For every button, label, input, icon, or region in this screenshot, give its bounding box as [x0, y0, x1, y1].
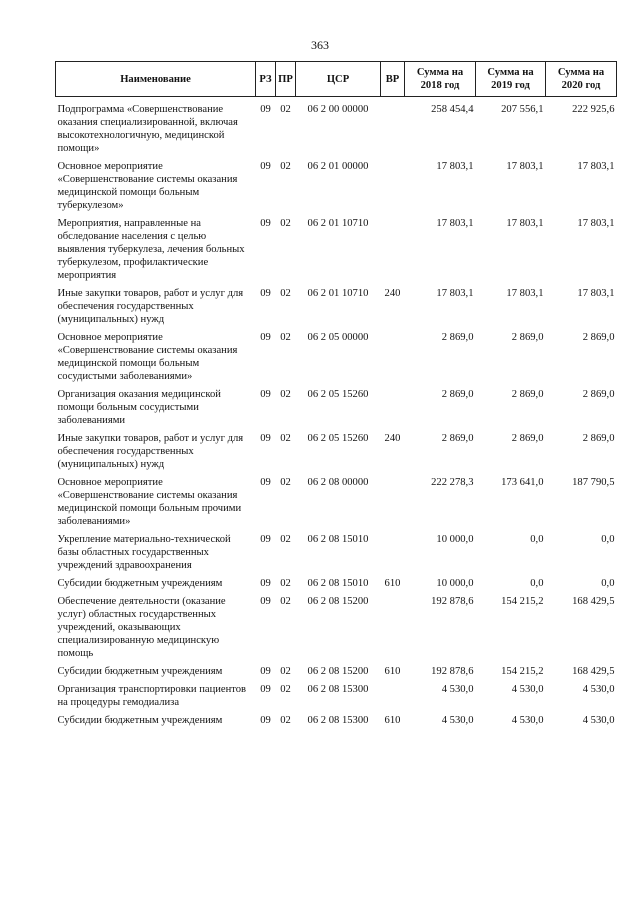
row-sum-2020: 168 429,5	[572, 666, 615, 677]
row-name: Субсидии бюджетным учреждениям	[57, 715, 223, 726]
row-sum-2018: 10 000,0	[436, 578, 474, 589]
row-vr	[381, 160, 405, 217]
table-row	[56, 665, 617, 683]
row-csr: 06 2 01 00000	[307, 161, 369, 172]
row-rz: 09	[260, 715, 271, 726]
table-row	[56, 577, 617, 595]
budget-table	[55, 61, 617, 732]
row-sum-2019: 154 215,2	[501, 666, 544, 677]
row-name: Иные закупки товаров, работ и услуг для обеспечения государственных (муниципальных) нужд	[57, 288, 244, 325]
table-row	[56, 160, 617, 217]
row-pr: 02	[280, 534, 291, 545]
row-name: Субсидии бюджетным учреждениям	[57, 666, 223, 677]
row-sum-2019: 154 215,2	[501, 596, 544, 607]
row-name: Организация оказания медицинской помощи больным сосудистыми заболеваниями	[57, 389, 221, 426]
row-sum-2018: 17 803,1	[436, 161, 474, 172]
row-rz: 09	[260, 534, 271, 545]
row-sum-2018: 10 000,0	[436, 534, 474, 545]
row-sum-2018: 4 530,0	[441, 684, 474, 695]
row-sum-2020: 2 869,0	[582, 433, 615, 444]
row-sum-2018: 2 869,0	[441, 389, 474, 400]
row-sum-2020: 4 530,0	[582, 715, 615, 726]
row-rz: 09	[260, 161, 271, 172]
row-sum-2019: 17 803,1	[506, 288, 544, 299]
row-sum-2019: 17 803,1	[506, 218, 544, 229]
row-sum-2020: 17 803,1	[577, 218, 615, 229]
row-csr: 06 2 00 00000	[307, 104, 369, 115]
row-pr: 02	[280, 161, 291, 172]
header-sum-2020: Сумма на 2020 год	[546, 62, 617, 97]
row-rz: 09	[260, 389, 271, 400]
row-sum-2019: 0,0	[530, 578, 544, 589]
row-csr: 06 2 01 10710	[307, 288, 369, 299]
row-name: Организация транспортировки пациентов на процедуры гемодиализа	[57, 684, 247, 708]
table-row	[56, 287, 617, 331]
row-sum-2019: 2 869,0	[511, 389, 544, 400]
page-number: 363	[311, 38, 329, 52]
row-rz: 09	[260, 433, 271, 444]
row-name: Мероприятия, направленные на обследование населения с целью выявления туберкулеза, лечения больных туберкулезом, профилактические мероприятия	[57, 218, 245, 281]
row-vr	[381, 595, 405, 665]
row-sum-2018: 2 869,0	[441, 332, 474, 343]
table-row	[56, 683, 617, 714]
row-vr	[381, 331, 405, 388]
row-vr	[381, 97, 405, 161]
header-vr: ВР	[381, 62, 405, 97]
row-name: Укрепление материально-технической базы областных государственных учреждений здравоохранения	[57, 534, 231, 571]
header-pr: ПР	[276, 62, 296, 97]
row-sum-2019: 4 530,0	[511, 684, 544, 695]
table-row	[56, 388, 617, 432]
table-row	[56, 595, 617, 665]
row-vr: 610	[384, 715, 401, 726]
row-vr	[381, 533, 405, 577]
row-sum-2018: 4 530,0	[441, 715, 474, 726]
row-rz: 09	[260, 684, 271, 695]
row-sum-2018: 17 803,1	[436, 218, 474, 229]
row-name: Субсидии бюджетным учреждениям	[57, 578, 223, 589]
row-name: Подпрограмма «Совершенствование оказания специализированной, включая высокотехнологичную, медицинской помощи»	[57, 104, 238, 154]
row-csr: 06 2 05 15260	[307, 389, 369, 400]
row-pr: 02	[280, 715, 291, 726]
header-rz: РЗ	[256, 62, 276, 97]
header-name: Наименование	[56, 62, 256, 97]
row-sum-2020: 4 530,0	[582, 684, 615, 695]
row-sum-2018: 258 454,4	[431, 104, 474, 115]
header-sum-2019: Сумма на 2019 год	[476, 62, 546, 97]
row-name: Иные закупки товаров, работ и услуг для обеспечения государственных (муниципальных) нужд	[57, 433, 244, 470]
row-sum-2019: 2 869,0	[511, 433, 544, 444]
row-sum-2018: 2 869,0	[441, 433, 474, 444]
row-sum-2018: 192 878,6	[431, 666, 474, 677]
row-vr	[381, 683, 405, 714]
row-pr: 02	[280, 578, 291, 589]
row-name: Основное мероприятие «Совершенствование системы оказания медицинской помощи больным туберкулезом»	[57, 161, 238, 211]
row-pr: 02	[280, 104, 291, 115]
row-pr: 02	[280, 666, 291, 677]
row-vr: 610	[384, 666, 401, 677]
row-pr: 02	[280, 684, 291, 695]
row-csr: 06 2 08 00000	[307, 477, 369, 488]
row-vr	[381, 217, 405, 287]
row-name: Основное мероприятие «Совершенствование системы оказания медицинской помощи больным сосудистыми заболеваниями»	[57, 332, 238, 382]
row-vr: 240	[384, 433, 401, 444]
row-csr: 06 2 08 15010	[307, 534, 369, 545]
row-sum-2018: 17 803,1	[436, 288, 474, 299]
row-pr: 02	[280, 332, 291, 343]
row-sum-2019: 0,0	[530, 534, 544, 545]
row-pr: 02	[280, 288, 291, 299]
row-sum-2019: 207 556,1	[501, 104, 544, 115]
row-sum-2019: 4 530,0	[511, 715, 544, 726]
row-name: Основное мероприятие «Совершенствование системы оказания медицинской помощи больным прочими заболеваниями»	[57, 477, 242, 527]
row-pr: 02	[280, 389, 291, 400]
row-sum-2020: 2 869,0	[582, 389, 615, 400]
row-pr: 02	[280, 477, 291, 488]
row-sum-2020: 17 803,1	[577, 161, 615, 172]
row-sum-2019: 2 869,0	[511, 332, 544, 343]
row-sum-2020: 168 429,5	[572, 596, 615, 607]
row-sum-2020: 2 869,0	[582, 332, 615, 343]
row-vr	[381, 476, 405, 533]
header-csr: ЦСР	[296, 62, 381, 97]
row-rz: 09	[260, 477, 271, 488]
row-sum-2018: 192 878,6	[431, 596, 474, 607]
row-sum-2020: 0,0	[601, 534, 615, 545]
row-csr: 06 2 08 15200	[307, 596, 369, 607]
row-rz: 09	[260, 666, 271, 677]
header-row	[56, 62, 617, 97]
row-sum-2020: 17 803,1	[577, 288, 615, 299]
row-csr: 06 2 08 15200	[307, 666, 369, 677]
row-pr: 02	[280, 433, 291, 444]
row-csr: 06 2 08 15300	[307, 684, 369, 695]
table-row	[56, 714, 617, 732]
row-pr: 02	[280, 596, 291, 607]
row-csr: 06 2 08 15300	[307, 715, 369, 726]
table-header	[56, 62, 617, 97]
table-row	[56, 331, 617, 388]
row-rz: 09	[260, 596, 271, 607]
row-sum-2018: 222 278,3	[431, 477, 474, 488]
row-rz: 09	[260, 288, 271, 299]
table-row	[56, 533, 617, 577]
row-rz: 09	[260, 332, 271, 343]
row-vr	[381, 388, 405, 432]
table-row	[56, 97, 617, 161]
row-csr: 06 2 01 10710	[307, 218, 369, 229]
row-pr: 02	[280, 218, 291, 229]
table-row	[56, 432, 617, 476]
row-sum-2020: 0,0	[601, 578, 615, 589]
row-sum-2019: 17 803,1	[506, 161, 544, 172]
table-body	[56, 97, 617, 733]
table-row	[56, 476, 617, 533]
table-row	[56, 217, 617, 287]
row-csr: 06 2 08 15010	[307, 578, 369, 589]
row-sum-2020: 187 790,5	[572, 477, 615, 488]
row-vr: 610	[384, 578, 401, 589]
row-vr: 240	[384, 288, 401, 299]
row-sum-2019: 173 641,0	[501, 477, 544, 488]
row-rz: 09	[260, 104, 271, 115]
row-rz: 09	[260, 218, 271, 229]
row-name: Обеспечение деятельности (оказание услуг) областных государственных учреждений, оказывающих специализированную медицинскую помощь	[57, 596, 226, 659]
row-csr: 06 2 05 15260	[307, 433, 369, 444]
row-rz: 09	[260, 578, 271, 589]
row-sum-2020: 222 925,6	[572, 104, 615, 115]
header-sum-2018: Сумма на 2018 год	[405, 62, 476, 97]
row-csr: 06 2 05 00000	[307, 332, 369, 343]
